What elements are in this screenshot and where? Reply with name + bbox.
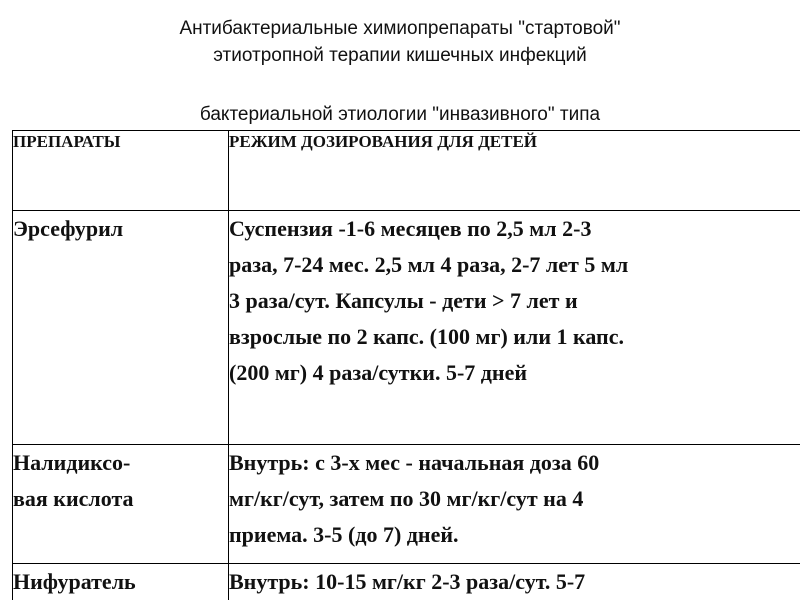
drug-name-cell: Эрсефурил bbox=[13, 211, 229, 445]
table-row bbox=[13, 445, 800, 564]
dosage-cell: Суспензия -1-6 месяцев по 2,5 мл 2-3 раза, 7-24 мес. 2,5 мл 4 раза, 2-7 лет 5 мл 3 раза/сут. Капсулы - дети > 7 лет и взрослые по 2 капс. (100 мг) или 1 капс. (200 мг) 4 раза/сутки. 5-7 дней bbox=[229, 211, 800, 445]
dosage-cell: Внутрь: с 3-х мес - начальная доза 60 мг/кг/сут, затем по 30 мг/кг/сут на 4 приема. 3-5 (до 7) дней. bbox=[229, 445, 800, 564]
header-drugs: ПРЕПАРАТЫ bbox=[13, 131, 229, 211]
slide-title bbox=[0, 15, 800, 69]
slide-subtitle bbox=[0, 101, 800, 128]
slide-title-text: Антибактериальные химиопрепараты "стартовой" этиотропной терапии кишечных инфекций bbox=[179, 18, 621, 66]
drug-name-cell: Нифуратель bbox=[13, 564, 229, 600]
drug-name-cell: Налидиксо- вая кислота bbox=[13, 445, 229, 564]
table-row bbox=[13, 211, 800, 445]
table-header-row bbox=[13, 131, 800, 211]
dosage-cell: Внутрь: 10-15 мг/кг 2-3 раза/сут. 5-7 bbox=[229, 564, 800, 600]
table-row bbox=[13, 564, 800, 600]
slide-subtitle-text: бактериальной этиологии "инвазивного" типа bbox=[199, 104, 601, 125]
dosage-table bbox=[12, 130, 800, 600]
header-dosage: РЕЖИМ ДОЗИРОВАНИЯ ДЛЯ ДЕТЕЙ bbox=[229, 131, 800, 211]
